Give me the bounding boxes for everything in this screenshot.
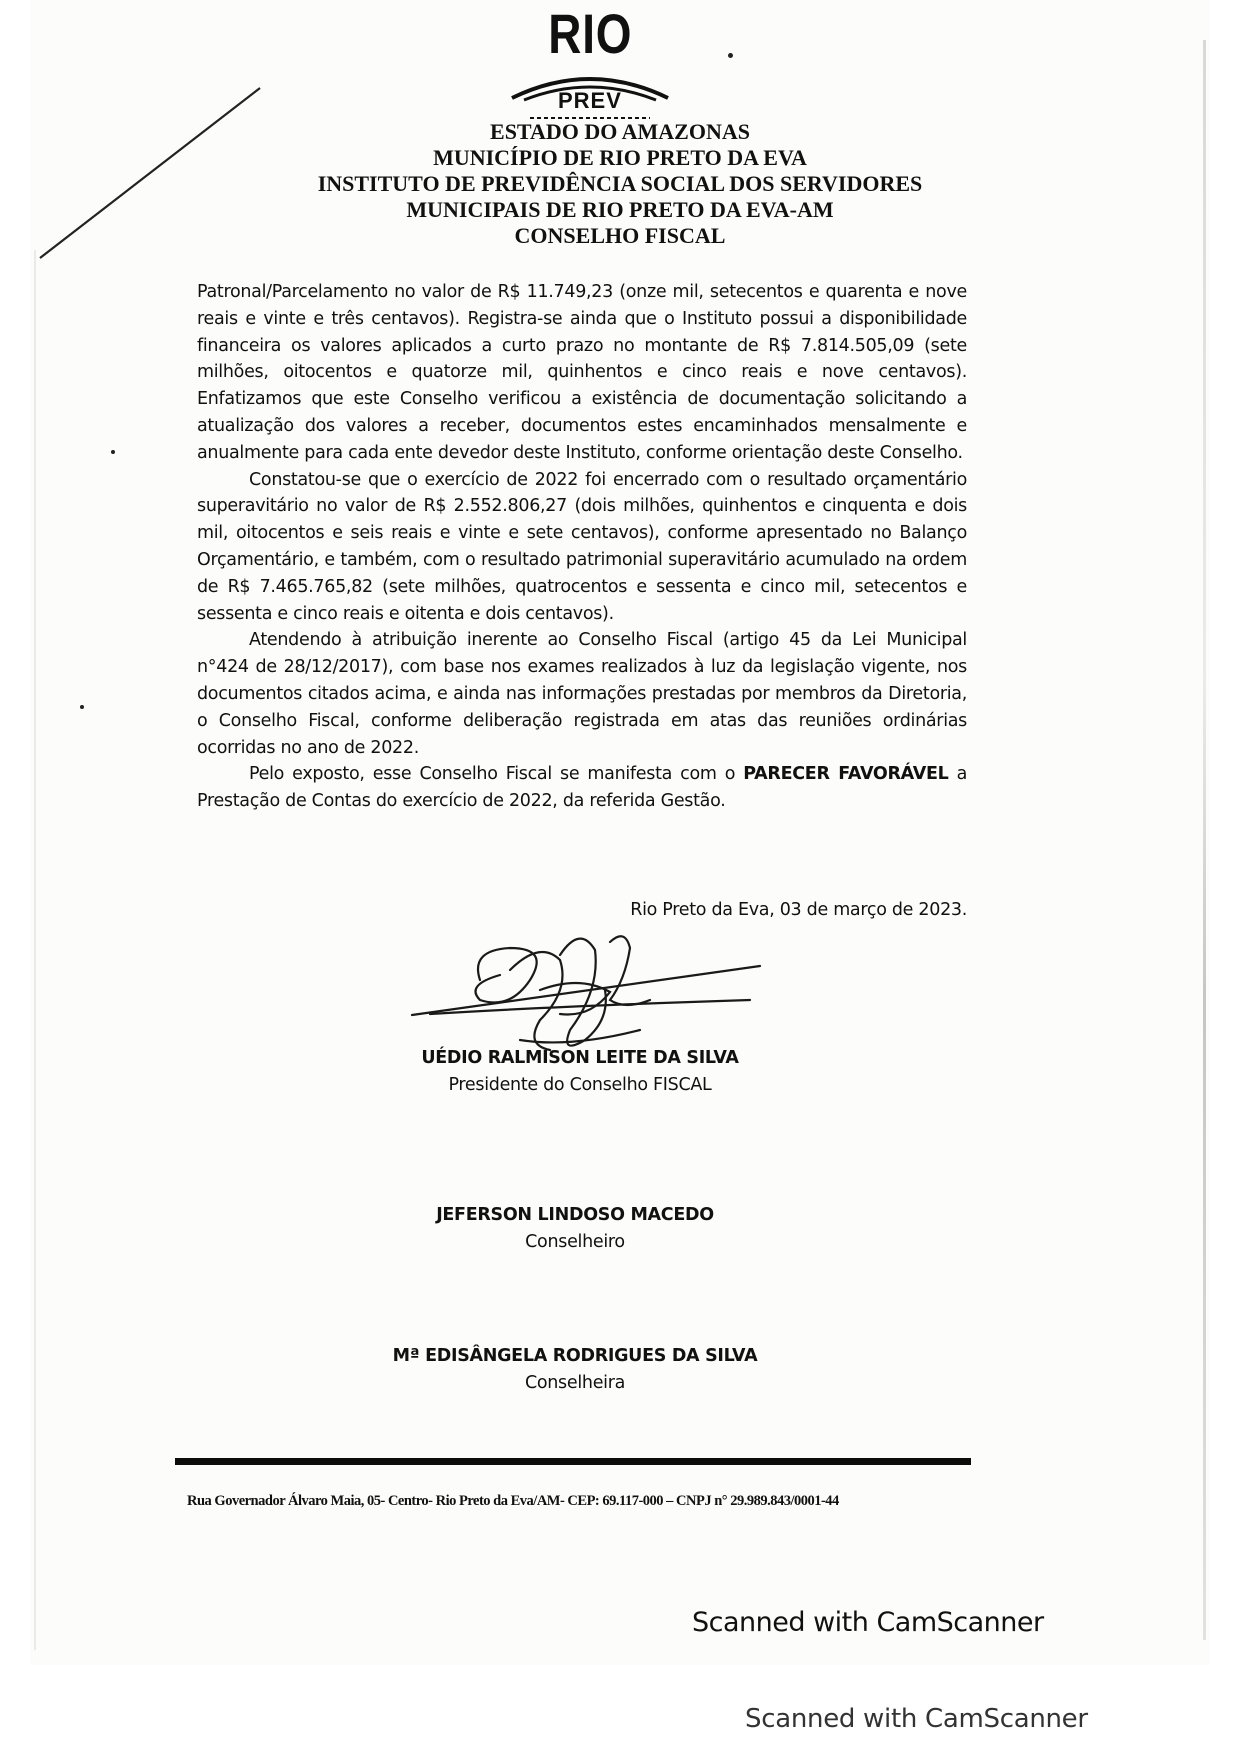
logo-word: RIO: [547, 2, 633, 65]
signatory-counselor-1: [315, 1202, 835, 1256]
paragraph-4: [197, 761, 967, 815]
footer-address: Rua Governador Álvaro Maia, 05- Centro- Rio Preto da Eva/AM- CEP: 69.117-000 – CNPJ n° 29.989.843/0001-44: [187, 1493, 839, 1509]
place-date-line: Rio Preto da Eva, 03 de março de 2023.: [630, 900, 967, 920]
paragraph-4-end: a Prestação de Contas do exercício de 2022, da referida Gestão.: [197, 764, 968, 812]
signatory-name: UÉDIO RALMISON LEITE DA SILVA: [421, 1048, 739, 1068]
signatory-name: JEFERSON LINDOSO MACEDO: [436, 1205, 714, 1225]
scan-speck: [80, 705, 84, 709]
page-edge-left: [34, 250, 36, 1650]
rioprev-logo: [490, 4, 690, 124]
camscanner-watermark-outer: Scanned with CamScanner: [745, 1704, 1088, 1734]
signatory-role: Presidente do Conselho FISCAL: [448, 1075, 712, 1095]
header-line-state: ESTADO DO AMAZONAS: [490, 119, 750, 144]
document-body: [197, 279, 967, 815]
page-edge-right: [1203, 40, 1206, 1640]
document-header: [200, 119, 1040, 249]
camscanner-watermark-inner: Scanned with CamScanner: [692, 1607, 1044, 1638]
signatory-role: Conselheiro: [525, 1232, 625, 1252]
signatory-counselor-2: [315, 1343, 835, 1397]
scan-speck: [728, 53, 733, 58]
verdict-text: PARECER FAVORÁVEL: [743, 764, 949, 785]
header-line-council: CONSELHO FISCAL: [514, 223, 726, 248]
paragraph-1: Patronal/Parcelamento no valor de R$ 11.749,23 (onze mil, setecentos e quarenta e nove reais e vinte e três centavos). Registra-se ainda que o Instituto possui a disponibilidade financeira os valores aplicados a curto prazo no montante de R$ 7.814.505,09 (sete milhões, oitocentos e quatorze mil, quinhentos e cinco reais e nove centavos). Enfatizamos que este Conselho verificou a existência de documentação solicitando a atualização dos valores a receber, documentos estes encaminhados mensalmente e anualmente para cada ente devedor deste Instituto, conforme orientação deste Conselho.: [197, 282, 967, 463]
header-line-municipality: MUNICÍPIO DE RIO PRETO DA EVA: [433, 145, 807, 170]
paragraph-3: Atendendo à atribuição inerente ao Conselho Fiscal (artigo 45 da Lei Municipal n°424 de 28/12/2017), com base nos exames realizados à luz da legislação vigente, nos documentos citados acima, e ainda nas informações prestadas por membros da Diretoria, o Conselho Fiscal, conforme deliberação registrada em atas das reuniões ordinárias ocorridas no ano de 2022.: [197, 630, 967, 758]
logo-sub: PREV: [558, 88, 622, 113]
signatory-president: [320, 1045, 840, 1099]
signatory-name: Mª EDISÂNGELA RODRIGUES DA SILVA: [392, 1346, 758, 1366]
signatory-role: Conselheira: [524, 1373, 626, 1393]
paragraph-2: Constatou-se que o exercício de 2022 foi encerrado com o resultado orçamentário superavitário no valor de R$ 2.552.806,27 (dois milhões, quinhentos e cinquenta e dois mil, oitocentos e seis reais e vinte e sete centavos), conforme apresentado no Balanço Orçamentário, e também, com o resultado patrimonial superavitário acumulado na ordem de R$ 7.465.765,82 (sete milhões, quatrocentos e sessenta e cinco mil, setecentos e sessenta e cinco reais e oitenta e dois centavos).: [197, 469, 967, 624]
header-line-institute-cont: MUNICIPAIS DE RIO PRETO DA EVA-AM: [406, 197, 834, 222]
header-line-institute: INSTITUTO DE PREVIDÊNCIA SOCIAL DOS SERVIDORES: [317, 171, 923, 196]
scan-speck: [111, 450, 115, 454]
footer-divider: [175, 1458, 971, 1465]
paragraph-4-start: Pelo exposto, esse Conselho Fiscal se manifesta com o: [249, 764, 744, 785]
